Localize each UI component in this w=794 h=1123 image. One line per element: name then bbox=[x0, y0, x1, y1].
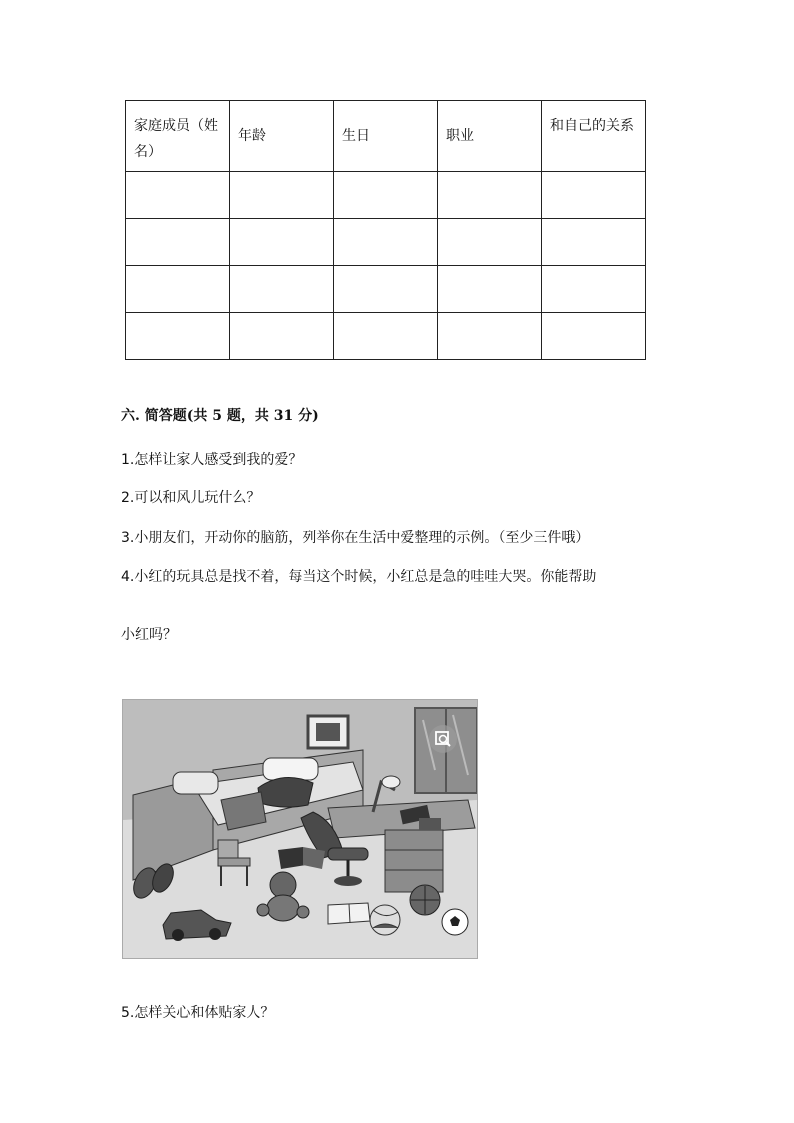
table-cell[interactable] bbox=[438, 313, 542, 360]
table-row bbox=[126, 219, 646, 266]
table-cell[interactable] bbox=[334, 219, 438, 266]
question-4-line-2: 小红吗？ bbox=[121, 627, 177, 643]
table-cell[interactable] bbox=[126, 219, 230, 266]
table-cell[interactable] bbox=[438, 172, 542, 219]
table-row bbox=[126, 313, 646, 360]
table-cell[interactable] bbox=[334, 172, 438, 219]
table-cell[interactable] bbox=[230, 172, 334, 219]
family-table bbox=[125, 100, 646, 360]
header-occupation: 职业 bbox=[438, 101, 542, 172]
table-cell[interactable] bbox=[230, 266, 334, 313]
question-1: 1.怎样让家人感受到我的爱？ bbox=[121, 452, 303, 468]
table-cell[interactable] bbox=[126, 313, 230, 360]
table-cell[interactable] bbox=[542, 172, 646, 219]
table-row bbox=[126, 172, 646, 219]
table-cell[interactable] bbox=[542, 219, 646, 266]
table-cell[interactable] bbox=[126, 172, 230, 219]
header-family-member: 家庭成员（姓名） bbox=[126, 101, 230, 172]
table-cell[interactable] bbox=[334, 266, 438, 313]
question-2: 2.可以和风儿玩什么？ bbox=[121, 490, 261, 506]
table-cell[interactable] bbox=[230, 313, 334, 360]
table-cell[interactable] bbox=[542, 313, 646, 360]
table-cell[interactable] bbox=[438, 219, 542, 266]
header-relationship: 和自己的关系 bbox=[542, 101, 646, 172]
table-cell[interactable] bbox=[126, 266, 230, 313]
table-cell[interactable] bbox=[542, 266, 646, 313]
zoom-icon[interactable] bbox=[428, 724, 458, 754]
messy-room-illustration bbox=[122, 699, 478, 959]
question-5: 5.怎样关心和体贴家人？ bbox=[121, 1005, 275, 1021]
table-cell[interactable] bbox=[230, 219, 334, 266]
table-header-row bbox=[126, 101, 646, 172]
table-cell[interactable] bbox=[334, 313, 438, 360]
table-cell[interactable] bbox=[438, 266, 542, 313]
question-3: 3.小朋友们，开动你的脑筋，列举你在生活中爱整理的示例。（至少三件哦） bbox=[121, 530, 590, 546]
table-row bbox=[126, 266, 646, 313]
section-title: 六. 简答题(共 5 题，共 31 分) bbox=[121, 408, 319, 424]
header-birthday: 生日 bbox=[334, 101, 438, 172]
header-age: 年龄 bbox=[230, 101, 334, 172]
question-4-line-1: 4.小红的玩具总是找不着，每当这个时候，小红总是急的哇哇大哭。你能帮助 bbox=[121, 569, 597, 585]
